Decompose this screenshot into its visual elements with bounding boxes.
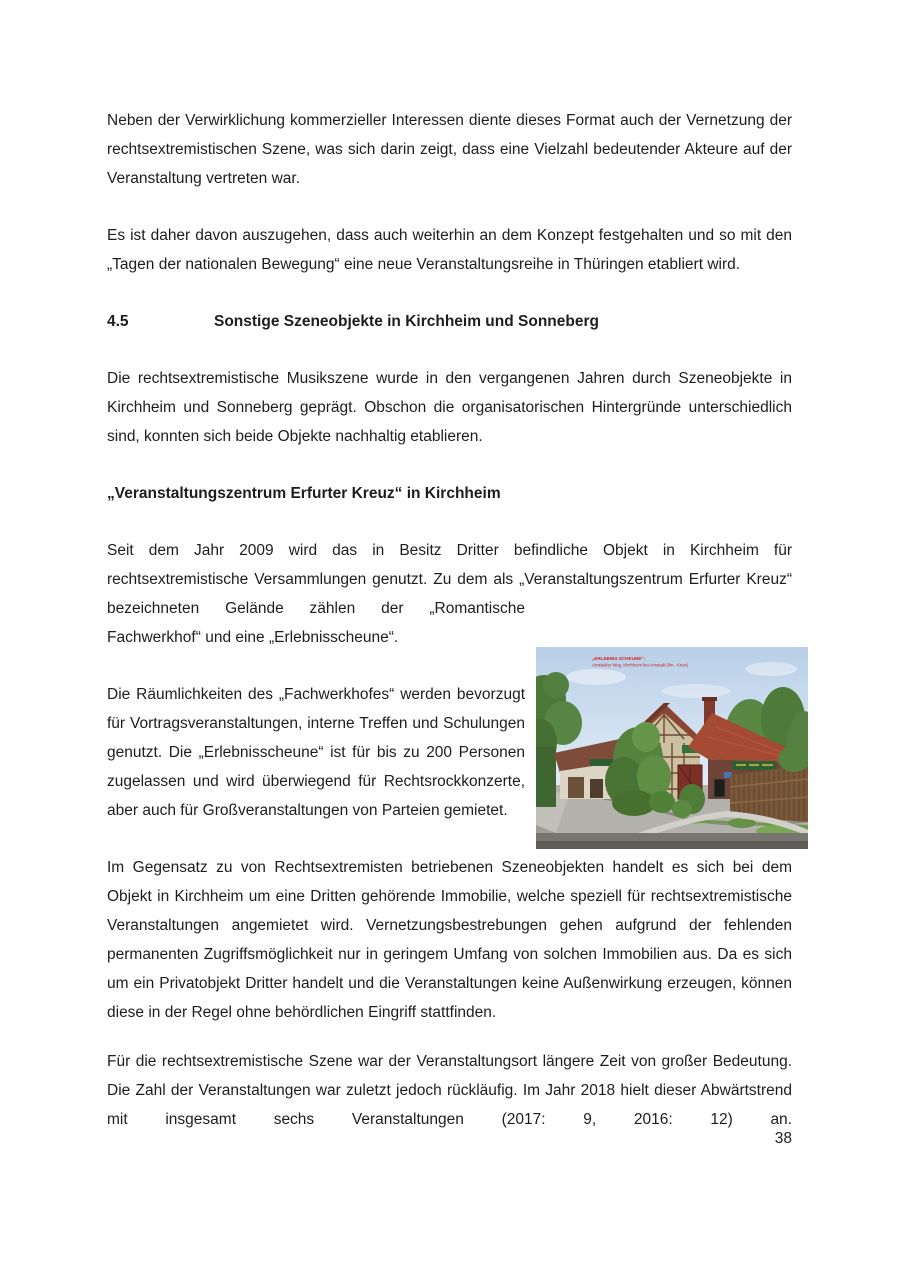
page-number: 38 (774, 1130, 792, 1147)
section-title: Sonstige Szeneobjekte in Kirchheim und Sonneberg (214, 313, 599, 330)
subheading-erfurter-kreuz: „Veranstaltungszentrum Erfurter Kreuz“ in Kirchheim (107, 485, 501, 502)
text-column (107, 106, 792, 1153)
photo-caption-line1: „ERLEBNIS SCHEUNE“: (592, 656, 646, 661)
section-number: 4.5 (107, 313, 129, 330)
paragraph-veranstaltungsort: Für die rechtsextremistische Szene war der Veranstaltungsort längere Zeit von großer Bedeutung. Die Zahl der Veranstaltungen war zuletzt jedoch rückläufig. Im Jahr 2018 hielt dieser Abwärtstrend mit insgesamt sechs Veranstaltungen (2017: 9, 2016: 12) an. (107, 1053, 792, 1128)
paragraph-seit-2009-part2: bezeichneten Gelände zählen der „Romantische Fachwerkhof“ und eine „Erlebnisscheune“. (107, 600, 525, 646)
photo-caption-line2: Arnstädter Weg, Kirchheim bei Arnstadt (Ilm - Kreis) (592, 662, 689, 668)
paragraph-format-vernetzung: Neben der Verwirklichung kommerzieller Interessen diente dieses Format auch der Vernetzung der rechtsextremistischen Szene, was sich darin zeigt, dass eine Vielzahl bedeutender Akteure auf der Veranstaltung vertreten war. (107, 112, 792, 187)
paragraph-musikszene: Die rechtsextremistische Musikszene wurde in den vergangenen Jahren durch Szeneobjekte in Kirchheim und Sonneberg geprägt. Obschon die organisatorischen Hintergründe unterschiedlich sind, konnten sich beide Objekte nachhaltig etablieren. (107, 370, 792, 445)
venue-photo-illustration (536, 647, 808, 849)
venue-photo (536, 647, 808, 849)
paragraph-konzept: Es ist daher davon auszugehen, dass auch weiterhin an dem Konzept festgehalten und so mit den „Tagen der nationalen Bewegung“ eine neue Veranstaltungsreihe in Thüringen etabliert wird. (107, 227, 792, 273)
paragraph-raeumlichkeiten: Die Räumlichkeiten des „Fachwerkhofes“ werden bevorzugt für Vortragsveranstaltungen, interne Treffen und Schulungen genutzt. Die „Erlebnisscheune“ ist für bis zu 200 Personen zugelassen und wird überwiegend für Rechtsrockkonzerte, aber auch für Großveranstaltungen von Parteien gemietet. (107, 686, 525, 819)
paragraph-gegensatz: Im Gegensatz zu von Rechtsextremisten betriebenen Szeneobjekten handelt es sich bei dem Objekt in Kirchheim um eine Dritten gehörende Immobilie, welche speziell für rechtsextremistische Veranstaltungen angemietet wird. Vernetzungsbestrebungen gehen aufgrund der fehlenden permanenten Zugriffsmöglichkeit nur in geringem Umfang von solchen Immobilien aus. Da es sich um ein Privatobjekt Dritter handelt und die Veranstaltungen keine Außenwirkung erzeugen, können diese in der Regel ohne behördlichen Eingriff stattfinden. (107, 859, 792, 1021)
section-heading (107, 307, 792, 336)
paragraph-seit-2009-part1: Seit dem Jahr 2009 wird das in Besitz Dritter befindliche Objekt in Kirchheim für rechtsextremistische Versammlungen genutzt. Zu dem als „Veranstaltungszentrum Erfurter Kreuz“ (107, 542, 792, 588)
